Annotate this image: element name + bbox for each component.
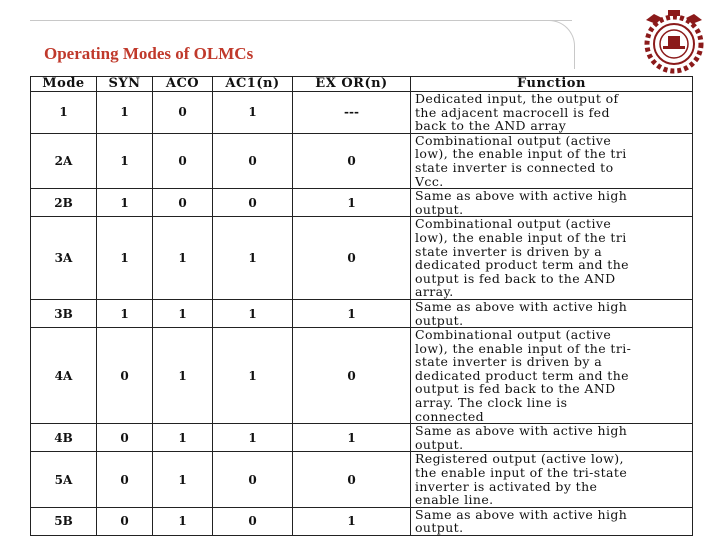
modes-table: [30, 76, 693, 536]
cell-function: Same as above with active high output.: [411, 507, 693, 535]
cell-syn: 0: [97, 328, 153, 424]
cell-ac1: 0: [213, 133, 293, 188]
table-row: [31, 299, 693, 327]
cell-exor: 1: [293, 424, 411, 452]
cell-ac1: 1: [213, 217, 293, 300]
cell-function: Same as above with active high output.: [411, 299, 693, 327]
cell-function: Combinational output (active low), the enable input of the tri state inverter is connected to Vcc.: [411, 133, 693, 188]
table-header-row: [31, 77, 693, 92]
cell-ac1: 1: [213, 299, 293, 327]
header-mode: Mode: [31, 77, 97, 92]
cell-mode: 1: [31, 92, 97, 134]
table-row: [31, 189, 693, 217]
cell-mode: 3A: [31, 217, 97, 300]
cell-syn: 1: [97, 92, 153, 134]
cell-exor: 0: [293, 133, 411, 188]
cell-ac1: 0: [213, 189, 293, 217]
cell-aco: 0: [153, 133, 213, 188]
cell-exor: 0: [293, 452, 411, 507]
header-syn: SYN: [97, 77, 153, 92]
cell-mode: 4B: [31, 424, 97, 452]
cell-aco: 1: [153, 299, 213, 327]
cell-syn: 1: [97, 217, 153, 300]
university-seal-icon: [632, 6, 716, 76]
cell-mode: 2B: [31, 189, 97, 217]
header-ac1: AC1(n): [213, 77, 293, 92]
table-row: [31, 328, 693, 424]
slide-title: Operating Modes of OLMCs: [44, 44, 254, 63]
cell-syn: 0: [97, 507, 153, 535]
cell-syn: 1: [97, 299, 153, 327]
cell-exor: 0: [293, 217, 411, 300]
table-row: [31, 92, 693, 134]
cell-mode: 5B: [31, 507, 97, 535]
cell-exor: 1: [293, 507, 411, 535]
table-row: [31, 217, 693, 300]
cell-ac1: 1: [213, 328, 293, 424]
cell-ac1: 1: [213, 92, 293, 134]
cell-exor: ---: [293, 92, 411, 134]
cell-ac1: 0: [213, 452, 293, 507]
cell-function: Combinational output (active low), the enable input of the tri- state inverter is driven by a dedicated product term and the output is fed back to the AND array. The clock line is connected: [411, 328, 693, 424]
cell-syn: 1: [97, 189, 153, 217]
cell-aco: 1: [153, 507, 213, 535]
cell-mode: 4A: [31, 328, 97, 424]
cell-aco: 0: [153, 189, 213, 217]
header-aco: ACO: [153, 77, 213, 92]
cell-aco: 1: [153, 424, 213, 452]
cell-function: Same as above with active high output.: [411, 189, 693, 217]
cell-exor: 1: [293, 299, 411, 327]
table-row: [31, 424, 693, 452]
table-row: [31, 507, 693, 535]
header-exor: EX OR(n): [293, 77, 411, 92]
table-row: [31, 452, 693, 507]
cell-exor: 0: [293, 328, 411, 424]
cell-syn: 0: [97, 424, 153, 452]
cell-mode: 2A: [31, 133, 97, 188]
cell-function: Registered output (active low), the enable input of the tri-state inverter is activated by the enable line.: [411, 452, 693, 507]
header-frame-line: [30, 20, 572, 21]
cell-aco: 1: [153, 328, 213, 424]
table-row: [31, 133, 693, 188]
cell-function: Dedicated input, the output of the adjacent macrocell is fed back to the AND array: [411, 92, 693, 134]
cell-aco: 0: [153, 92, 213, 134]
cell-mode: 3B: [31, 299, 97, 327]
cell-ac1: 0: [213, 507, 293, 535]
modes-table-container: [30, 76, 692, 536]
cell-aco: 1: [153, 217, 213, 300]
cell-syn: 0: [97, 452, 153, 507]
cell-function: Combinational output (active low), the enable input of the tri state inverter is driven by a dedicated product term and the output is fed back to the AND array.: [411, 217, 693, 300]
cell-syn: 1: [97, 133, 153, 188]
cell-ac1: 1: [213, 424, 293, 452]
cell-mode: 5A: [31, 452, 97, 507]
cell-exor: 1: [293, 189, 411, 217]
header-frame-curve: [546, 20, 575, 69]
cell-function: Same as above with active high output.: [411, 424, 693, 452]
header-function: Function: [411, 77, 693, 92]
cell-aco: 1: [153, 452, 213, 507]
